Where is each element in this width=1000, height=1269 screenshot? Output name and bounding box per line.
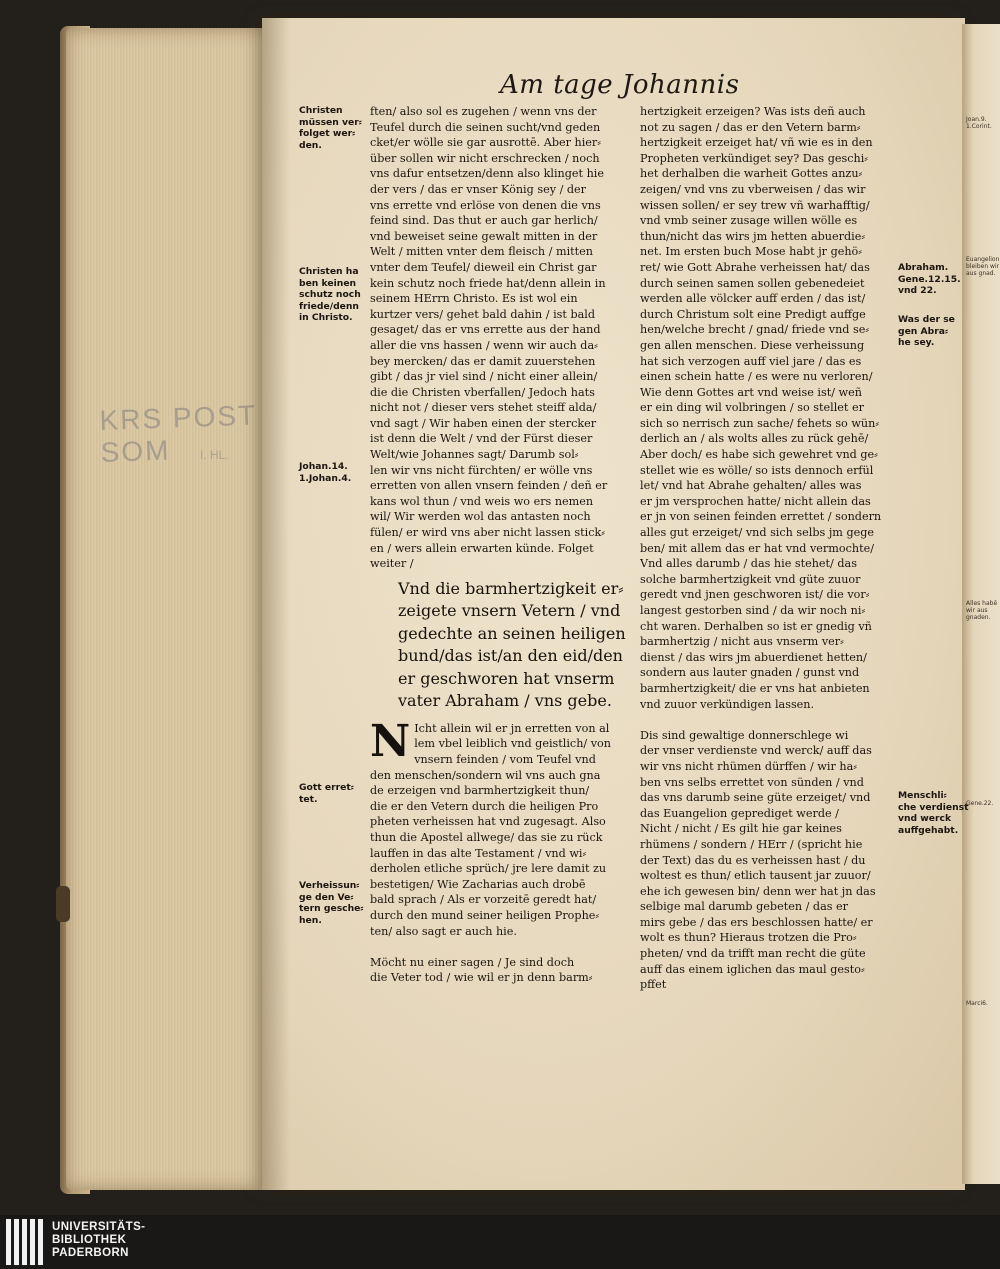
- library-footer: [0, 1215, 1000, 1269]
- text-line: ehe ich gewesen bin/ denn wer hat jn das: [640, 884, 876, 898]
- shelf-mark-sublabel: I. HL.: [200, 448, 229, 462]
- verse-line: zeigete vnsern Vetern / vnd: [398, 601, 621, 621]
- text-line: stellet wie es wölle/ so ists dennoch erfül: [640, 463, 874, 477]
- paragraph-block: [640, 728, 898, 993]
- next-page-note: Marci6.: [966, 1000, 988, 1007]
- text-line: das vns darumb seine güte erzeiget/ vnd: [640, 791, 871, 805]
- text-line: ist denn die Welt / vnd der Fürst dieser: [370, 432, 593, 446]
- text-line: net. Im ersten buch Mose habt jr gehö⸗: [640, 245, 863, 259]
- text-line: cht waren. Derhalben so ist er gnedig vñ: [640, 619, 872, 633]
- text-line: werden alle völcker auff erden / das ist/: [640, 292, 866, 306]
- text-line: der Text) das du es verheissen hast / du: [640, 853, 866, 867]
- running-head: Am tage Johannis: [500, 70, 740, 100]
- text-line: fülen/ er wird vns aber nicht lassen stick⸗: [370, 526, 606, 540]
- text-line: het derhalben die warheit Gottes anzu⸗: [640, 167, 863, 181]
- text-line: let/ vnd hat Abrahe gehalten/ alles was: [640, 479, 862, 493]
- text-line: durch den mund seiner heiligen Prophe⸗: [370, 908, 600, 922]
- text-line: solche barmhertzigkeit vnd güte zuuor: [640, 572, 861, 586]
- text-line: Aber doch/ es habe sich gewehret vnd ge⸗: [640, 448, 878, 462]
- text-line: barmhertzigkeit/ die er vns hat anbieten: [640, 681, 870, 695]
- library-name: [52, 1221, 145, 1260]
- text-line: durch seinen samen sollen gebenedeiet: [640, 276, 865, 290]
- text-line: thun die Apostel allwege/ das sie zu rück: [370, 830, 603, 844]
- text-line: sich so nerrisch zun sache/ fehets so wün⸗: [640, 416, 880, 430]
- verse-line: er geschworen hat vnserm: [398, 668, 615, 688]
- text-line: kein schutz noch friede hat/denn allein in: [370, 276, 606, 290]
- text-line: auff das einem iglichen das maul gesto⸗: [640, 962, 865, 976]
- text-line: langest gestorben sind / da wir noch ni⸗: [640, 604, 866, 617]
- text-line: die er den Vetern durch die heiligen Pro: [370, 799, 599, 813]
- text-line: vnsern feinden / vom Teufel vnd: [414, 753, 596, 766]
- text-line: lem vbel leiblich vnd geistlich/ von: [414, 737, 611, 751]
- gutter-shadow: [262, 18, 290, 1190]
- text-line: wir vns nicht rhümen dürffen / wir ha⸗: [640, 759, 857, 773]
- text-line: wil/ Wir werden wol das antasten noch: [370, 510, 591, 524]
- library-name-line: BIBLIOTHEK: [52, 1234, 127, 1246]
- text-line: feind sind. Das thut er auch gar herlich/: [370, 214, 598, 228]
- text-line: Dis sind gewaltige donnerschlege wi: [640, 728, 849, 742]
- text-line: sondern aus lauter gnaden / gunst vnd: [640, 666, 860, 680]
- text-line: die die Christen vberfallen/ Jedoch hats: [370, 385, 595, 399]
- text-line: Vnd alles darumb / das hie stehet/ das: [640, 557, 857, 571]
- text-column-right: [640, 104, 898, 993]
- verse-line: vater Abraham / vns gebe.: [398, 691, 612, 711]
- book-page-block: [66, 28, 270, 1190]
- paragraph-block: [370, 955, 628, 986]
- text-line: Propheten verkündiget sey? Das geschi⸗: [640, 151, 868, 165]
- text-line: barmhertzig / nicht aus vnserm ver⸗: [640, 635, 844, 649]
- text-line: alles gut erzeiget/ vnd sich selbs jm gege: [640, 526, 875, 540]
- text-line: Möcht nu einer sagen / Je sind doch: [370, 955, 575, 969]
- text-line: cket/er wölle sie gar ausrottē. Aber hier⸗: [370, 136, 601, 150]
- verse-line: bund/das ist/an den eid/den: [398, 646, 623, 666]
- text-line: er jm versprochen hatte/ nicht allein das: [640, 494, 871, 508]
- text-line: pffet: [640, 978, 667, 992]
- margin-note: Was der se gen Abra⸗ he sey.: [898, 314, 955, 348]
- text-line: Wie denn Gottes art vnd weise ist/ weñ: [640, 385, 862, 399]
- text-line: gesaget/ das er vns errette aus der hand: [370, 323, 601, 337]
- text-line: hertzigkeit erzeigen? Was ists deñ auch: [640, 105, 866, 118]
- text-line: hen/welche brecht / gnad/ friede vnd se⸗: [640, 323, 870, 337]
- text-line: en / wers allein erwarten künde. Folget: [370, 541, 594, 555]
- text-line: ten/ also sagt er auch hie.: [370, 924, 517, 938]
- text-line: wolt es thun? Hieraus trotzen die Pro⸗: [640, 931, 857, 945]
- text-line: vnd zuuor verkündigen lassen.: [640, 697, 815, 711]
- text-line: not zu sagen / das er den Vetern barm⸗: [640, 120, 861, 134]
- text-line: vns dafur entsetzen/denn also klinget hie: [370, 167, 604, 181]
- text-line: rhümens / sondern / HErr / (spricht hie: [640, 837, 863, 851]
- text-line: bey mercken/ das er damit zuuerstehen: [370, 354, 596, 368]
- text-line: wissen sollen/ er sey trew vñ warhafftig/: [640, 198, 870, 212]
- text-line: ben vns selbs errettet von sünden / vnd: [640, 775, 864, 789]
- text-line: vnter dem Teufel/ dieweil ein Christ gar: [370, 260, 597, 274]
- library-name-line: PADERBORN: [52, 1247, 129, 1259]
- text-line: erretten von allen vnsern feinden / deñ er: [370, 479, 608, 493]
- text-line: hertzigkeit erzeiget hat/ vñ wie es in den: [640, 136, 873, 150]
- text-line: ften/ also sol es zugehen / wenn vns der: [370, 105, 597, 118]
- text-line: das Euangelion geprediget werde /: [640, 806, 839, 820]
- text-line: durch Christum solt eine Predigt auffge: [640, 307, 866, 321]
- next-page-edge: [962, 24, 1000, 1184]
- paragraph-block: [370, 715, 628, 939]
- library-name-line: UNIVERSITÄTS-: [52, 1221, 146, 1233]
- text-line: pheten verheissen hat vnd zugesagt. Also: [370, 815, 606, 829]
- text-line: woltest es thun/ etlich tausent jar zuuor/: [640, 869, 871, 883]
- text-line: Nicht / nicht / Es gilt hie gar keines: [640, 822, 842, 836]
- text-line: Welt / mitten vnter dem fleisch / mitten: [370, 245, 593, 259]
- margin-note: Menschli⸗ che verdienst vnd werck auffgehabt.: [898, 790, 969, 836]
- text-line: lauffen in das alte Testament / vnd wi⸗: [370, 846, 587, 860]
- next-page-note: Alles habē wir aus gnaden.: [966, 600, 998, 621]
- library-logo-icon: [6, 1219, 46, 1265]
- text-line: mirs gebe / das ers beschlossen hatte/ er: [640, 915, 873, 929]
- text-line: thun/nicht das wirs jm hetten abuerdie⸗: [640, 229, 866, 243]
- text-line: aller die vns hassen / wenn wir auch da⸗: [370, 338, 598, 352]
- margin-note: Gott erret⸗ tet.: [299, 782, 354, 805]
- drop-initial: N: [370, 715, 411, 767]
- paragraph-block: [370, 104, 628, 572]
- text-line: er jn von seinen feinden errettet / sondern: [640, 510, 882, 524]
- text-column-left: [370, 104, 628, 986]
- text-line: vnd beweiset seine gewalt mitten in der: [370, 229, 598, 243]
- margin-note: Verheissun⸗ ge den Ve⸗ tern gesche⸗ hen.: [299, 880, 364, 926]
- text-line: geredt vnd jnen geschworen ist/ die vor⸗: [640, 588, 870, 602]
- text-line: einen schein hatte / es were nu verloren/: [640, 370, 873, 384]
- margin-note: Christen ha ben keinen schutz noch friede/denn in Christo.: [299, 266, 361, 323]
- text-line: vnd vmb seiner zusage willen wölle es: [640, 214, 858, 228]
- text-line: gen allen menschen. Diese verheissung: [640, 338, 865, 352]
- verse-line: Vnd die barmhertzigkeit er⸗: [398, 578, 624, 598]
- text-line: de erzeigen vnd barmhertzigkeit thun/: [370, 784, 590, 798]
- text-line: bald sprach / Als er vorzeitē geredt hat/: [370, 893, 597, 907]
- margin-note: Christen müssen ver⸗ folget wer⸗ den.: [299, 105, 362, 151]
- text-line: zeigen/ vnd vns zu vberweisen / das wir: [640, 182, 866, 196]
- text-line: nicht not / dieser vers stehet steiff alda/: [370, 401, 597, 415]
- shelf-mark-label: KRS POST SOM: [99, 399, 258, 468]
- text-line: Icht allein wil er jn erretten von al: [414, 721, 610, 735]
- next-page-note: Joan.9. 1.Corint.: [966, 116, 992, 130]
- next-page-note: Euangelion bleiben wir aus gnad.: [966, 256, 1000, 277]
- text-line: vns errette vnd erlöse von denen die vns: [370, 198, 601, 212]
- verse-line: gedechte an seinen heiligen: [398, 623, 626, 643]
- text-line: der vers / das er vnser König sey / der: [370, 182, 587, 196]
- text-line: Teufel durch die seinen sucht/vnd geden: [370, 120, 601, 134]
- text-line: über sollen wir nicht erschrecken / noch: [370, 151, 600, 165]
- scripture-verse: [398, 578, 628, 713]
- text-line: len wir vns nicht fürchten/ er wölle vns: [370, 463, 593, 477]
- text-line: selbige mal darumb gebeten / das er: [640, 900, 849, 914]
- book-clasp: [56, 886, 70, 922]
- text-line: derholen etliche sprüch/ jre lere damit zu: [370, 862, 607, 876]
- text-line: er ein ding wil volbringen / so stellet er: [640, 401, 864, 415]
- text-line: ret/ wie Gott Abrahe verheissen hat/ das: [640, 260, 870, 274]
- margin-note: Johan.14. 1.Johan.4.: [299, 461, 352, 484]
- next-page-note: Gene.22.: [966, 800, 994, 807]
- text-line: ben/ mit allem das er hat vnd vermochte/: [640, 541, 874, 555]
- text-line: den menschen/sondern wil vns auch gna: [370, 768, 601, 782]
- text-line: hat sich verzogen auff viel jare / das es: [640, 354, 862, 368]
- text-line: Welt/wie Johannes sagt/ Darumb sol⸗: [370, 448, 579, 462]
- text-line: bestetigen/ Wie Zacharias auch drobē: [370, 877, 586, 891]
- text-line: seinem HErrn Christo. Es ist wol ein: [370, 292, 578, 306]
- text-line: die Veter tod / wie wil er jn denn barm⸗: [370, 971, 593, 985]
- margin-note: Abraham. Gene.12.15. vnd 22.: [898, 262, 961, 296]
- text-line: der vnser verdienste vnd werck/ auff das: [640, 744, 872, 758]
- paragraph-block: [640, 104, 898, 712]
- text-line: pheten/ vnd da trifft man recht die güte: [640, 947, 866, 961]
- text-line: derlich an / als wolts alles zu rück gehē/: [640, 432, 869, 446]
- text-line: kurtzer vers/ gehet bald dahin / ist bald: [370, 307, 596, 321]
- text-line: weiter /: [370, 557, 414, 571]
- text-line: vnd sagt / Wir haben einen der stercker: [370, 416, 597, 430]
- text-line: gibt / das jr viel sind / nicht einer allein/: [370, 370, 598, 384]
- text-line: kans wol thun / vnd weis wo ers nemen: [370, 494, 594, 508]
- text-line: dienst / das wirs jm abuerdienet hetten/: [640, 650, 867, 664]
